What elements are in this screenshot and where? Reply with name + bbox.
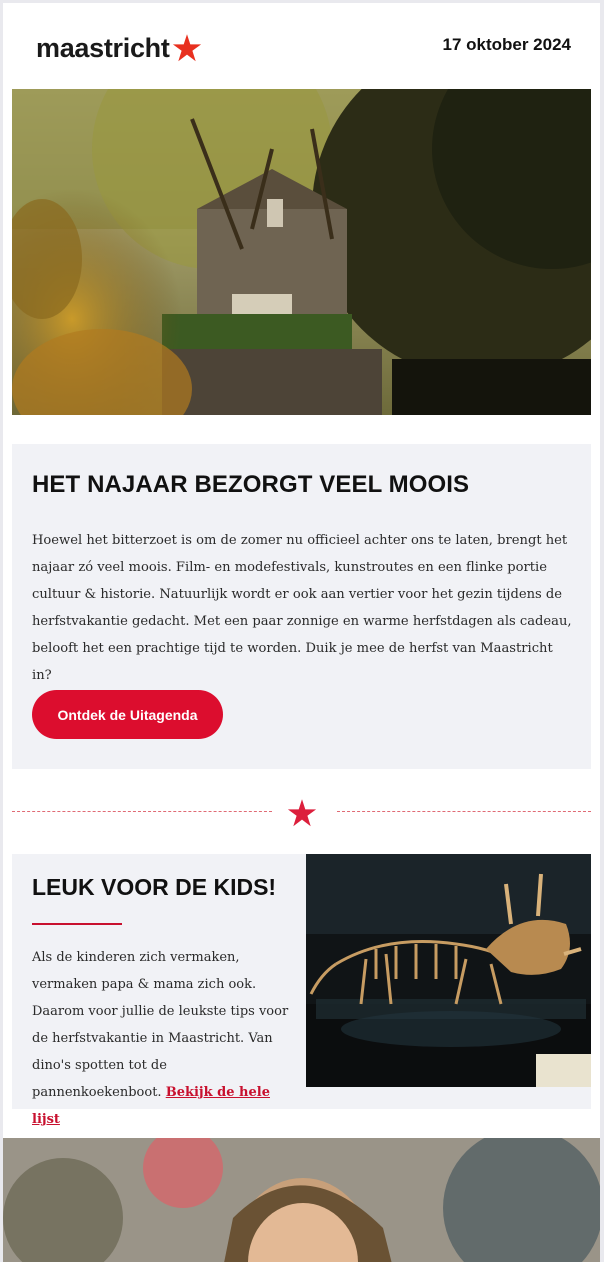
title-underline xyxy=(32,923,122,925)
kids-title: LEUK VOOR DE KIDS! xyxy=(32,874,277,900)
star-icon xyxy=(286,798,318,828)
section-divider xyxy=(12,796,591,828)
kids-section xyxy=(12,854,591,1127)
autumn-title: HET NAJAAR BEZORGT VEEL MOOIS xyxy=(32,471,470,498)
newsletter-date: 17 oktober 2024 xyxy=(442,35,571,54)
maastricht-logo[interactable] xyxy=(36,33,202,64)
hero-image[interactable] xyxy=(12,89,591,415)
email-body xyxy=(3,3,600,1262)
kids-body-text: Als de kinderen zich vermaken, vermaken papa & mama zich ook. Daarom voor jullie de leukste tips voor de herfstvakantie in Maastricht. Van dino's spotten tot de pannenkoekenboot. xyxy=(32,950,289,1100)
autumn-body: Hoewel het bitterzoet is om de zomer nu officieel achter ons te laten, brengt het najaar zó veel moois. Film- en modefestivals, kunstroutes en een flinke portie cultuur & historie. Natuurlijk wordt er ook aan vertier voor het gezin tijdens de herfstvakantie gedacht. Met een paar zonnige en warme herfstdagen als cadeau, belooft het een prachtige tijd te worden. Duik je mee de herfst van Maastricht in? xyxy=(32,533,572,683)
autumn-house-trees-photo xyxy=(12,89,591,415)
divider-line-right xyxy=(337,811,591,812)
divider-line-left xyxy=(12,811,272,812)
kids-body xyxy=(32,944,292,1133)
star-icon xyxy=(172,33,202,63)
dino-image[interactable] xyxy=(306,854,591,1087)
kids-list-link[interactable]: Bekijk de hele lijst xyxy=(32,1085,270,1127)
logo-text: maastricht xyxy=(36,33,170,63)
triceratops-skeleton-photo xyxy=(306,854,591,1087)
bottom-image[interactable] xyxy=(3,1138,600,1262)
uitagenda-button[interactable]: Ontdek de Uitagenda xyxy=(32,690,223,739)
autumn-section xyxy=(12,444,591,769)
smiling-woman-photo xyxy=(3,1138,600,1262)
